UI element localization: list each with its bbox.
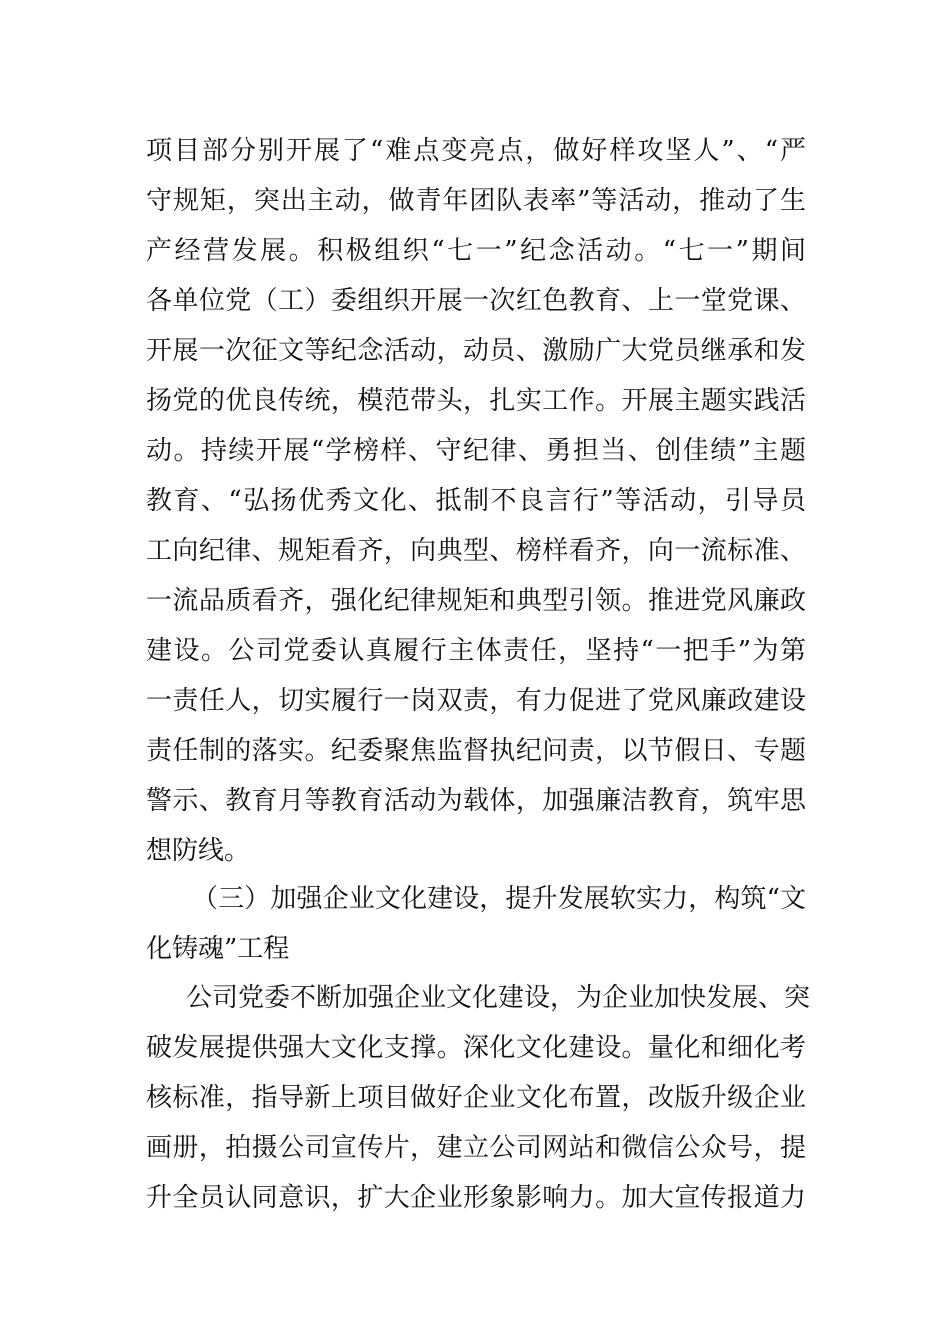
- paragraph-line: 公司党委不断加强企业文化建设，为企业加快发展、突: [186, 983, 811, 1013]
- paragraph-line: 扬党的优良传统，模范带头，扎实工作。开展主题实践活: [146, 386, 806, 416]
- paragraph-line: 核标准，指导新上项目做好企业文化布置，改版升级企业: [146, 1083, 806, 1113]
- paragraph-1: [146, 126, 806, 876]
- paragraph-line: 一流品质看齐，强化纪律规矩和典型引领。推进党风廉政: [146, 586, 806, 616]
- paragraph-line: 工向纪律、规矩看齐，向典型、榜样看齐，向一流标准、: [146, 536, 806, 566]
- paragraph-line: 责任制的落实。纪委聚焦监督执纪问责，以节假日、专题: [146, 736, 806, 766]
- paragraph-line: 升全员认同意识，扩大企业形象影响力。加大宣传报道力: [146, 1183, 806, 1213]
- paragraph-line: 开展一次征文等纪念活动，动员、激励广大党员继承和发: [146, 336, 806, 366]
- heading-line: （三）加强企业文化建设，提升发展软实力，构筑“文: [192, 884, 806, 914]
- paragraph-line: 教育、“弘扬优秀文化、抵制不良言行”等活动，引导员: [146, 486, 806, 516]
- paragraph-line: 想防线。: [146, 836, 251, 866]
- paragraph-line: 守规矩，突出主动，做青年团队表率”等活动，推动了生: [146, 186, 806, 216]
- paragraph-line: 建设。公司党委认真履行主体责任，坚持“一把手”为第: [146, 636, 806, 666]
- paragraph-line: 产经营发展。积极组织“七一”纪念活动。“七一”期间: [146, 236, 806, 266]
- paragraph-line: 动。持续开展“学榜样、守纪律、勇担当、创佳绩”主题: [146, 436, 806, 466]
- paragraph-line: 各单位党（工）委组织开展一次红色教育、上一堂党课、: [146, 286, 806, 316]
- paragraph-line: 画册，拍摄公司宣传片，建立公司网站和微信公众号，提: [146, 1133, 806, 1163]
- paragraph-2: [146, 973, 811, 1223]
- section-heading: [146, 874, 806, 974]
- paragraph-line: 警示、教育月等教育活动为载体，加强廉洁教育，筑牢思: [146, 786, 806, 816]
- paragraph-line: 破发展提供强大文化支撑。深化文化建设。量化和细化考: [146, 1033, 806, 1063]
- paragraph-line: 项目部分别开展了“难点变亮点，做好样攻坚人”、“严: [146, 136, 806, 166]
- heading-line: 化铸魂”工程: [146, 934, 290, 964]
- paragraph-line: 一责任人，切实履行一岗双责，有力促进了党风廉政建设: [146, 686, 806, 716]
